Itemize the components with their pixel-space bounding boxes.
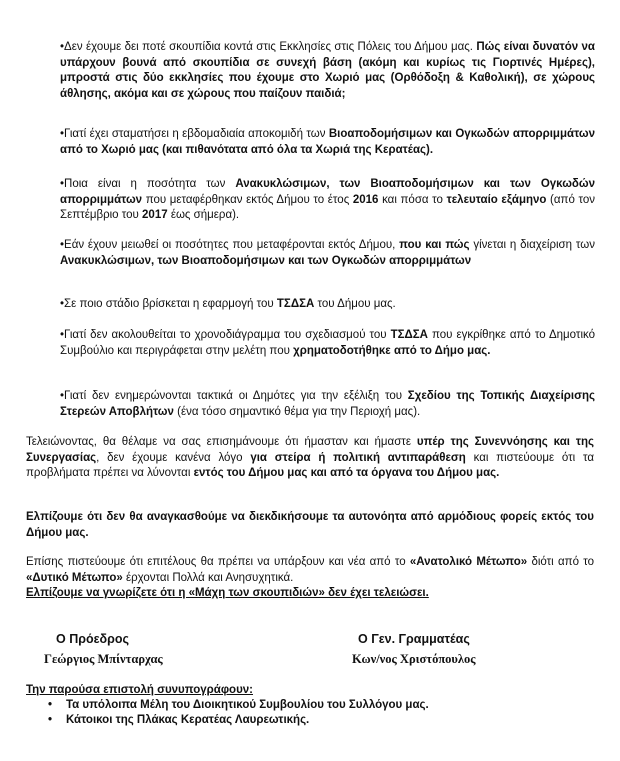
text-run: που μεταφέρθηκαν εκτός Δήμου το έτος [142, 193, 353, 206]
bold-text: Σχεδίου της Τοπικής Διαχείρισης Στερεών Αποβλήτων [60, 390, 595, 418]
question-paragraph [60, 40, 595, 102]
bold-text: «Δυτικό Μέτωπο» [26, 571, 123, 584]
bold-text: υπέρ της Συνεννόησης και της Συνεργασίας [26, 436, 594, 464]
question-paragraph [60, 389, 595, 420]
bold-text: 2017 [142, 209, 168, 221]
text-run: διότι από το [527, 556, 594, 568]
text-run: Επίσης πιστεύουμε ότι επιτέλους θα πρέπει να υπάρξουν και νέα από το [26, 556, 410, 568]
text-run: (ένα τόσο σημαντικό θέμα για την Περιοχή μας). [173, 405, 421, 418]
question-paragraph [60, 238, 595, 269]
bold-text: Ανακυκλώσιμων, των Βιοαποδομήσιμων και των Ογκωδών απορριμμάτων [60, 254, 472, 267]
text-run: •Δεν έχουμε δει ποτέ σκουπίδια κοντά στις Εκκλησίες στις Πόλεις του Δήμου μας. [60, 41, 477, 53]
final-line: Ελπίζουμε να γνωρίζετε ότι η «Μάχη των σκουπιδιών» δεν έχει τελειώσει. [26, 587, 429, 599]
bold-text: που και πώς [399, 239, 470, 251]
cosign-item: • Κάτοικοι της Πλάκας Κερατέας Λαυρεωτικής. [48, 714, 310, 726]
bold-text: ΤΣΔΣΑ [276, 298, 315, 310]
president-title: Ο Πρόεδρος [56, 632, 129, 646]
text-run: έρχονται Πολλά και Ανησυχητικά. [122, 571, 294, 584]
text-run: και πιστεύουμε ότι τα προβλήματα πρέπει να λύνονται [26, 451, 594, 479]
text-run: του Δήμου μας. [314, 298, 396, 310]
belief-paragraph [26, 555, 594, 586]
bullet-icon: • [48, 714, 53, 726]
bold-text: 2016 [352, 193, 379, 206]
text-run: (από τον Σεπτέμβριο του [60, 193, 595, 221]
text-run: •Σε ποιο στάδιο βρίσκεται η εφαρμογή του [60, 298, 277, 310]
question-paragraph [60, 297, 595, 313]
text-run: Τελειώνοντας, θα θέλαμε να σας επισημάνουμε ότι ήμασταν και ήμαστε [26, 436, 417, 448]
text-run: έως σήμερα). [167, 209, 240, 221]
closing-paragraph [26, 435, 594, 482]
text-run: •Γιατί δεν ακολουθείται το χρονοδιάγραμμα του σχεδιασμού του [60, 329, 391, 341]
bold-text: για στείρα ή πολιτική αντιπαράθεση [250, 451, 466, 464]
text-run: •Εάν έχουν μειωθεί οι ποσότητες που μεταφέρονται εκτός Δήμου, [60, 239, 400, 251]
secretary-title: Ο Γεν. Γραμματέας [358, 632, 470, 646]
text-run: γίνεται η διαχείριση των [469, 239, 595, 251]
bold-text: Πώς είναι δυνατόν να υπάρχουν βουνά από σκουπίδια σε συνεχή βάση (ακόμη και κυρίως τις Γιορτινές Ημέρες), μπροστά στις δύο εκκλησίες που έχουμε στο Χωριό μας (Ορθόδοξη & Καθολική), σε χώρους άθλησης, ακόμα και σε χώρους που παίζουν παιδιά; [60, 41, 595, 100]
text-run: , δεν έχουμε κανένα λόγο [96, 451, 251, 464]
bold-text: χρηματοδοτήθηκε από το Δήμο μας. [293, 344, 491, 357]
secretary-name: Κων/νος Χριστόπουλος [352, 652, 476, 666]
text-run: και πόσα το [378, 193, 447, 206]
president-name: Γεώργιος Μπίνταρχας [44, 652, 163, 666]
cosign-item: • Τα υπόλοιπα Μέλη του Διοικητικού Συμβουλίου του Συλλόγου μας. [48, 699, 429, 711]
question-paragraph [60, 177, 595, 224]
bold-text: Βιοαποδομήσιμων και Ογκωδών απορριμμάτων από το Χωριό μας (και πιθανότατα από όλα τα Χωριά της Κερατέας). [60, 128, 595, 156]
bold-text: Ανακυκλώσιμων, των Βιοαποδομήσιμων και των Ογκωδών απορριμμάτων [60, 178, 595, 206]
bullet-icon: • [48, 699, 53, 711]
cosign-heading: Την παρούσα επιστολή συνυπογράφουν: [26, 684, 253, 696]
text-run: •Γιατί έχει σταματήσει η εβδομαδιαία αποκομιδή των [60, 128, 329, 140]
bold-text: «Ανατολικό Μέτωπο» [409, 556, 528, 568]
text-run: •Γιατί δεν ενημερώνονται τακτικά οι Δημότες για την εξέλιξη του [60, 390, 408, 402]
question-paragraph [60, 127, 595, 158]
hope-paragraph: Ελπίζουμε ότι δεν θα αναγκασθούμε να διεκδικήσουμε τα αυτονόητα από αρμόδιους φορείς εκτός του Δήμου μας. [26, 511, 594, 539]
text-run: •Ποια είναι η ποσότητα των [60, 178, 236, 190]
text-run: που εγκρίθηκε από το Δημοτικό Συμβούλιο και περιγράφεται στην μελέτη που [60, 329, 596, 357]
question-paragraph [60, 328, 595, 359]
bold-text: εντός του Δήμου μας και από τα όργανα του Δήμου μας. [193, 467, 500, 479]
bold-text: ΤΣΔΣΑ [390, 329, 428, 341]
bold-text: τελευταίο εξάμηνο [446, 193, 547, 206]
